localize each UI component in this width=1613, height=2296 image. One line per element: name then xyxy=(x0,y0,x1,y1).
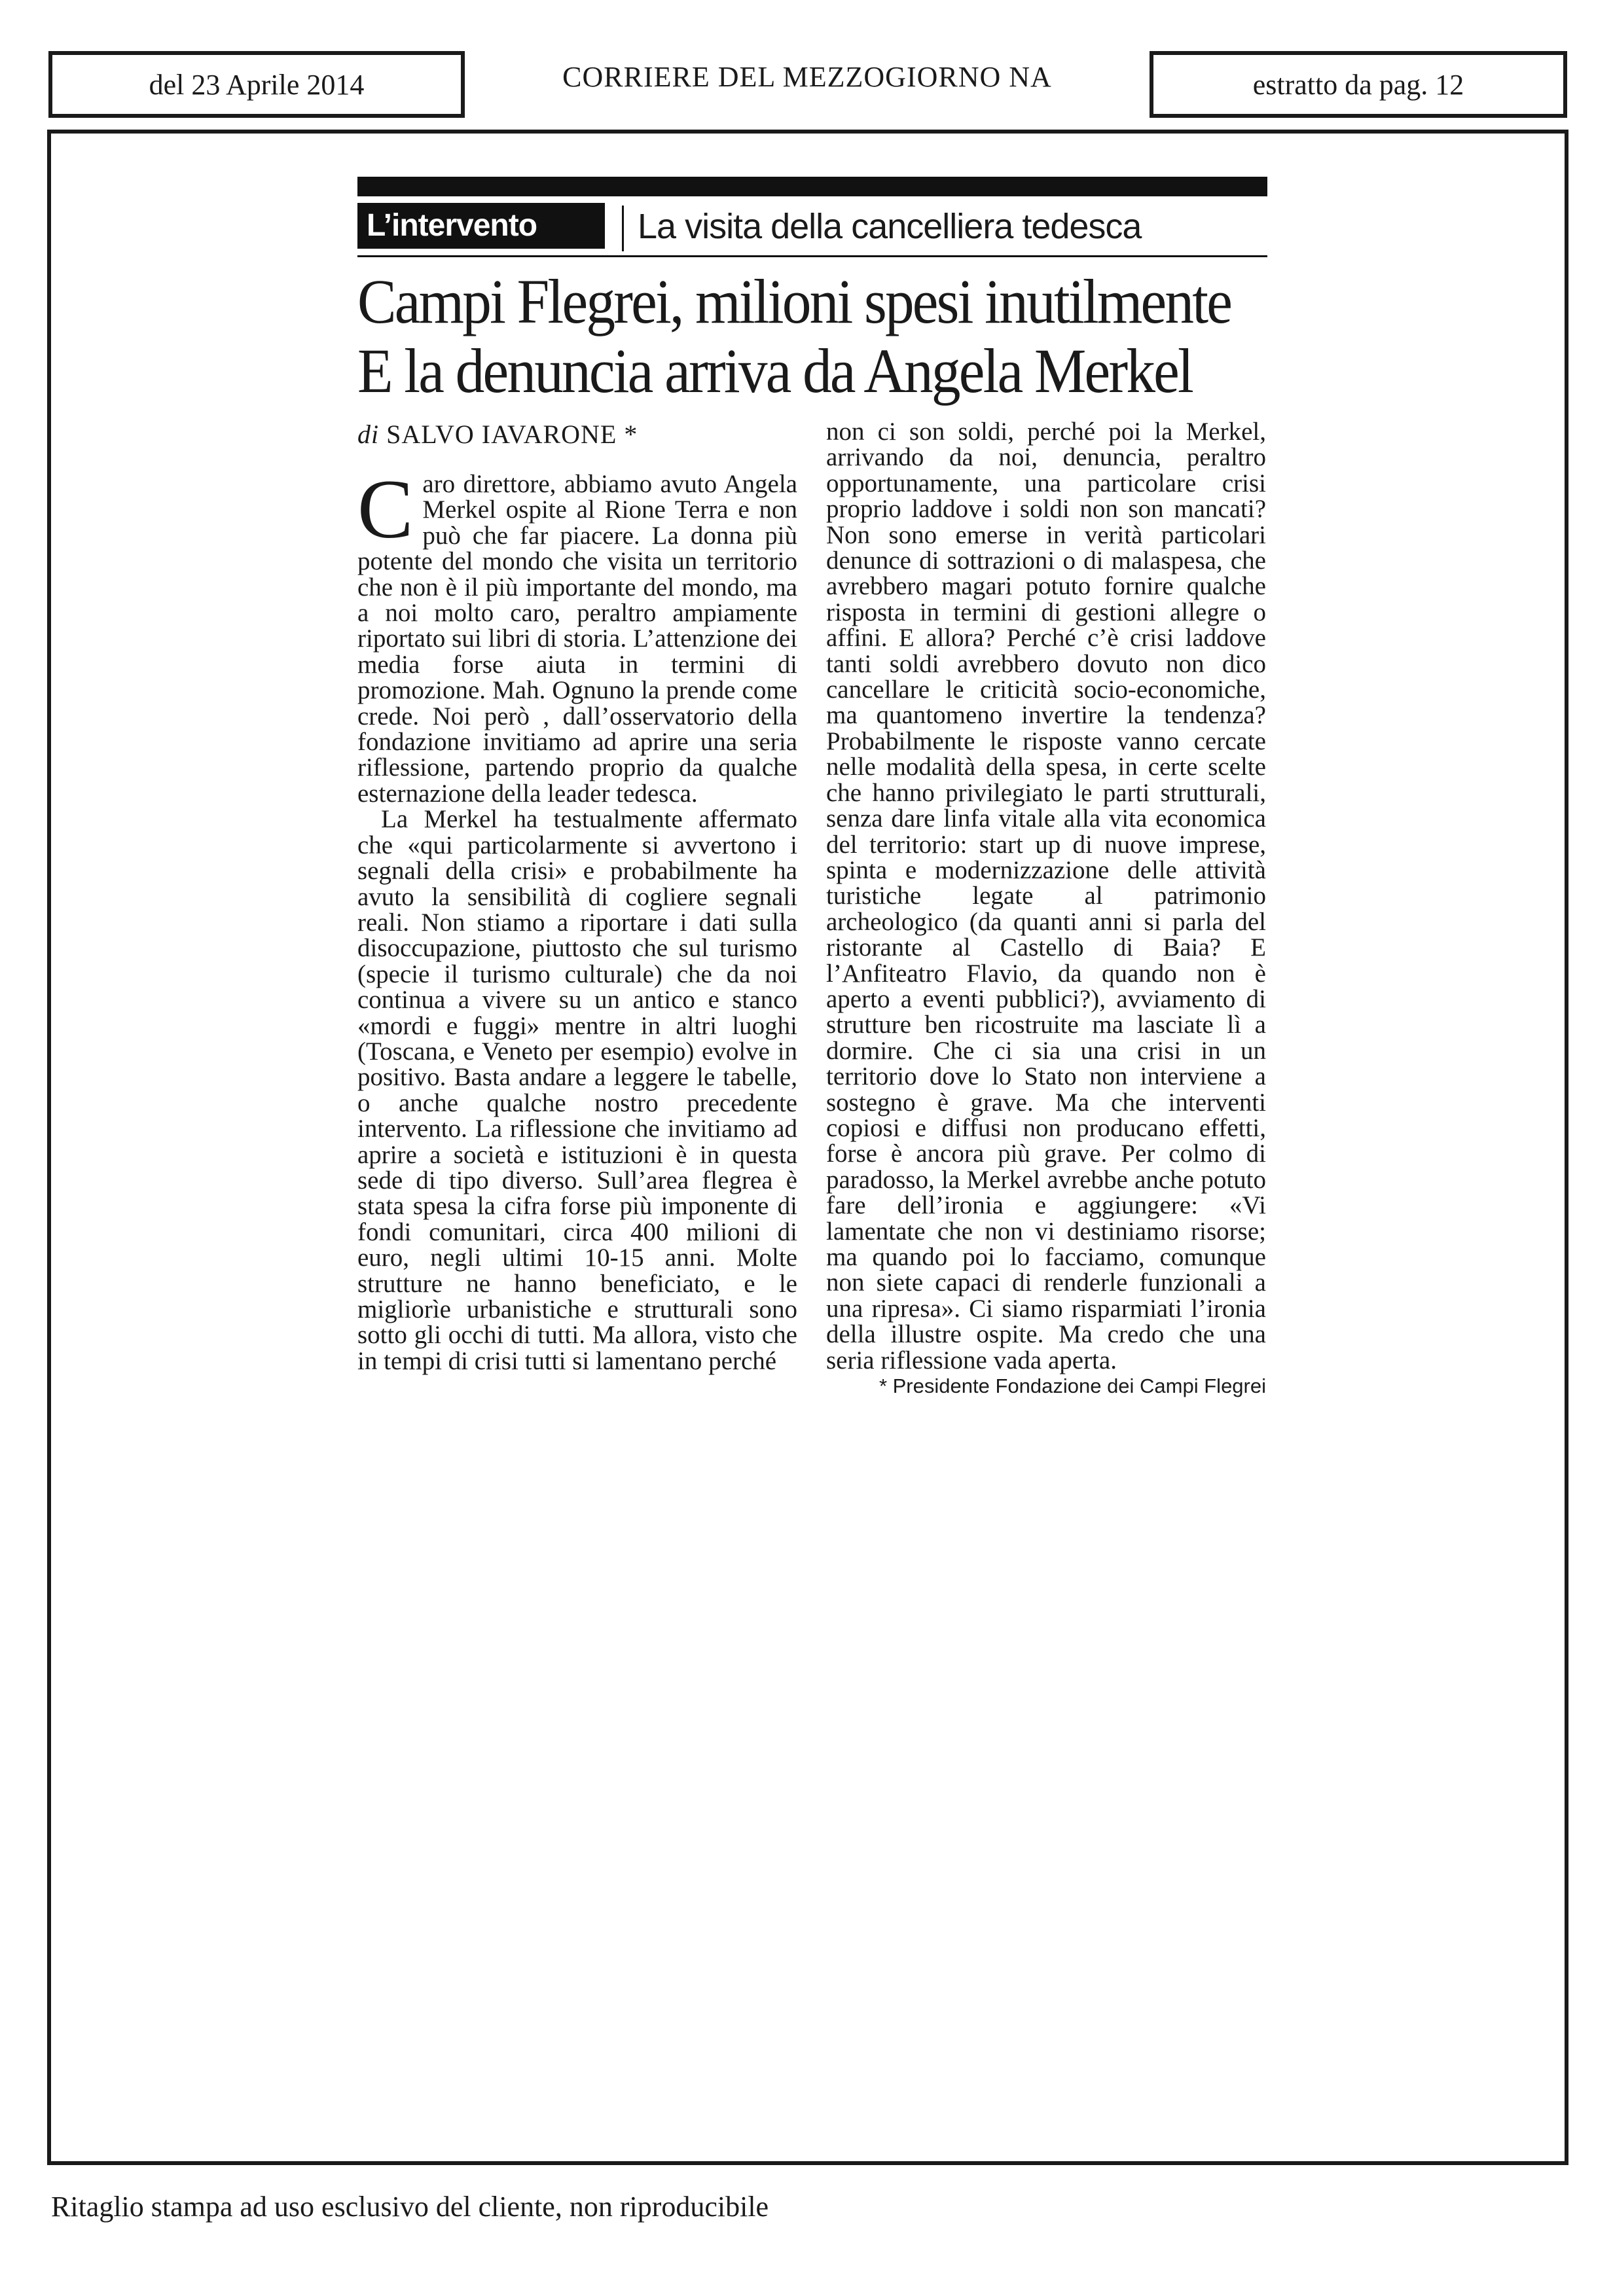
footer-notice: Ritaglio stampa ad uso esclusivo del cliente, non riproducibile xyxy=(51,2191,769,2223)
kicker-underline xyxy=(357,255,1267,257)
section-top-bar xyxy=(357,177,1267,196)
kicker-text: La visita della cancelliera tedesca xyxy=(638,207,1142,246)
author-footnote: * Presidente Fondazione dei Campi Flegrei xyxy=(879,1374,1266,1397)
drop-cap: C xyxy=(357,463,414,556)
page-reference: estratto da pag. 12 xyxy=(1150,51,1567,118)
byline-prefix: di xyxy=(357,420,380,449)
clipping-date: del 23 Aprile 2014 xyxy=(48,51,465,118)
kicker-divider xyxy=(622,206,624,251)
paragraph-2: La Merkel ha testualmente affermato che «qui particolarmente si avvertono i segnali della crisi» e probabilmente ha avuto la sensibilità di cogliere segnali reali. Non stiamo a riportare i dati sulla disoccupazione, piuttosto che sul turismo (specie il turismo culturale) che da noi continua a vivere su un antico e stanco «mordi e fuggi» mentre in altri luoghi (Toscana, e Veneto per esempio) evolve in positivo. Basta andare a leggere le tabelle, o anche qualche nostro precedente intervento. La riflessione che invitiamo ad aprire a società e istituzioni è in questa sede di tipo diverso. Sull’area flegrea è stata spesa la cifra forse più imponente di fondi comunitari, circa 400 milioni di euro, negli ultimi 10-15 anni. Molte strutture ne hanno beneficiato, e le migliorìe urbanistiche e strutturali sono sotto gli occhi di tutti. Ma allora, visto che in tempi di crisi tutti si lamentano perché xyxy=(357,805,797,1375)
article-column-2 xyxy=(826,419,1266,1373)
paragraph-1-text: aro direttore, abbiamo avuto Angela Merkel ospite al Rione Terra e non può che far piacere. La donna più potente del mondo che visita un territorio che non è il più importante del mondo, ma a noi molto caro, peraltro ampiamente riportato sui libri di storia. L’attenzione dei media forse aiuta in termini di promozione. Mah. Ognuno la prende come crede. Noi però , dall’osservatorio della fondazione invitiamo ad aprire una seria riflessione, partendo proprio da qualche esternazione della leader tedesca. xyxy=(357,470,797,808)
clipping-frame xyxy=(47,130,1568,2165)
publication-name: CORRIERE DEL MEZZOGIORNO NA xyxy=(562,61,1052,93)
author-name: SALVO IAVARONE * xyxy=(386,420,638,449)
paragraph-3: non ci son soldi, perché poi la Merkel, arrivando da noi, denuncia, peraltro opportunamente, una particolare crisi proprio laddove i soldi non son mancati? Non sono emerse in verità particolari denunce di sottrazioni o di malaspesa, che avrebbero magari potuto fornire qualche risposta in termini di gestioni allegre o affini. E allora? Perché c’è crisi laddove tanti soldi avrebbero dovuto non dico cancellare le criticità socio-economiche, ma quantomeno invertire la tendenza? Probabilmente le risposte vanno cercate nelle modalità della spesa, in certe scelte che hanno privilegiato le parti strutturali, senza dare linfa vitale alla vita economica del territorio: start up di nuove imprese, spinta e modernizzazione delle attività turistiche legate al patrimonio archeologico (da quanti anni si parla del ristorante al Castello di Baia? E l’Anfiteatro Flavio, da quando non è aperto a eventi pubblici?), avviamento di strutture ben ricostruite ma lasciate lì a dormire. Che ci sia una crisi in un territorio dove lo Stato non interviene a sostegno è grave. Ma che interventi copiosi e diffusi non producano effetti, forse è ancora più grave. Per colmo di paradosso, la Merkel avrebbe anche potuto fare dell’ironia e aggiungere: «Vi lamentate che non vi destiniamo risorse; ma quando poi lo facciamo, comunque non siete capaci di renderle funzionali a una ripresa». Ci siamo risparmiati l’ironia della illustre ospite. Ma credo che una seria riflessione vada aperta. xyxy=(826,418,1266,1374)
headline-line-1: Campi Flegrei, milioni spesi inutilmente xyxy=(357,266,1231,336)
headline-line-2: E la denuncia arriva da Angela Merkel xyxy=(357,336,1193,406)
article-column-1 xyxy=(357,463,797,1375)
byline xyxy=(357,419,638,450)
article-headline xyxy=(357,266,1231,406)
section-label: L’intervento xyxy=(357,203,605,249)
paragraph-1 xyxy=(357,463,797,808)
